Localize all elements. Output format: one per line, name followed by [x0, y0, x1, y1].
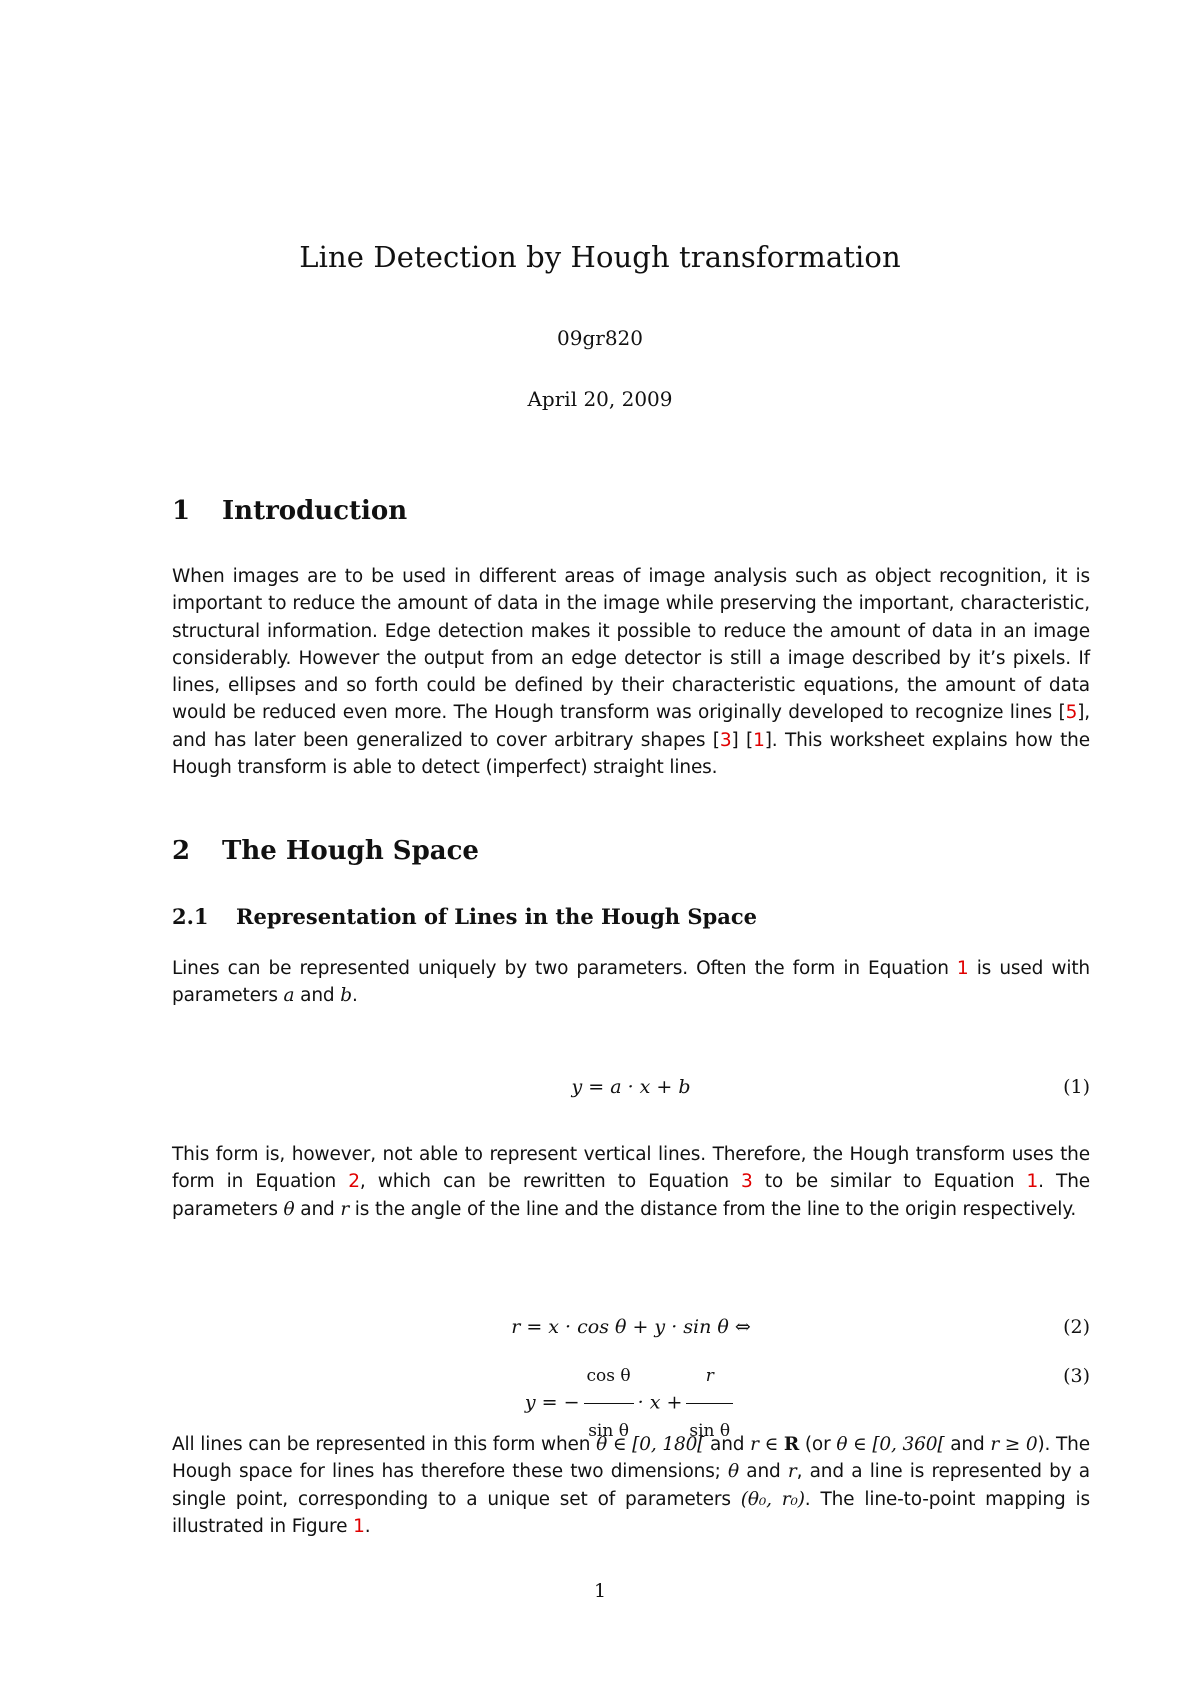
citation-link[interactable]: 1	[753, 729, 765, 751]
equation-mid: · x +	[637, 1391, 683, 1414]
text-run: All lines can be represented in this form when	[172, 1434, 597, 1455]
author: 09gr820	[557, 326, 643, 350]
equation-3	[172, 1350, 1090, 1441]
equation-2	[172, 1316, 1090, 1346]
text-run: and	[704, 1434, 751, 1455]
math-inline: r ≥ 0	[990, 1434, 1038, 1455]
text-run: This form is, however, not able to represent vertical lines. Therefore, the Hough transform uses the form in Equation	[172, 1144, 1090, 1193]
text-run: ] [	[731, 729, 754, 751]
date: April 20, 2009	[527, 387, 673, 411]
math-var: r	[787, 1461, 797, 1483]
math-var: r	[340, 1198, 350, 1220]
equation-1	[172, 1076, 1090, 1106]
equation-link[interactable]: 1	[956, 958, 969, 979]
fraction-numerator: r	[686, 1350, 733, 1404]
text-run: ], and has later been generalized to cover arbitrary shapes [	[172, 702, 1090, 751]
fraction-denominator: sin θ	[689, 1421, 731, 1441]
subsection-heading-representation	[172, 904, 1092, 929]
equation-tag: (1)	[1063, 1076, 1090, 1098]
text-run: . The line-to-point mapping is illustrated in Figure	[172, 1488, 1090, 1537]
fraction-denominator: sin θ	[588, 1421, 629, 1441]
subsection-title: Representation of Lines in the Hough Space	[236, 904, 757, 929]
hough-space-paragraph	[172, 1431, 1090, 1540]
text-run: .	[364, 1515, 371, 1537]
text-run: and	[739, 1461, 788, 1483]
text-run: Lines can be represented uniquely by two parameters. Often the form in Equation	[172, 958, 957, 979]
section-title: The Hough Space	[222, 836, 479, 866]
math-var: b	[340, 985, 352, 1007]
math-var: θ	[283, 1198, 295, 1220]
equation-tag: (3)	[1063, 1365, 1090, 1387]
math-inline: θ ∈ [0, 360[	[836, 1434, 945, 1455]
math-inline: r ∈	[750, 1434, 784, 1455]
text-run: ). The Hough space for lines has therefore these two dimensions;	[172, 1434, 1090, 1483]
text-run: (or	[799, 1434, 837, 1455]
math-var: θ	[728, 1461, 740, 1483]
text-run: When images are to be used in different areas of image analysis such as object recognition, it is important to reduce the amount of data in the image while preserving the important, characteristic, structural information. Edge detection makes it possible to reduce the amount of data in an image considerably. However the output from an edge detector is still a image described by it’s pixels. If lines, ellipses and so forth could be defined by their characteristic equations, the amount of data would be reduced even more. The Hough transform was originally developed to recognize lines [	[172, 566, 1090, 724]
section-heading-introduction	[172, 496, 1092, 526]
text-run: is the angle of the line and the distance from the line to the origin respectively.	[349, 1198, 1077, 1220]
section-heading-hough-space	[172, 836, 1092, 866]
math-inline: (θ₀, r₀)	[740, 1488, 805, 1510]
intro-paragraph	[172, 563, 1090, 781]
text-run: .	[351, 985, 358, 1007]
equation-link[interactable]: 3	[741, 1171, 753, 1193]
text-run: to be similar to Equation	[752, 1171, 1027, 1193]
lines-paragraph	[172, 955, 1090, 1010]
text-run: . The parameters	[172, 1171, 1090, 1220]
equation-link[interactable]: 2	[348, 1171, 360, 1193]
citation-link[interactable]: 5	[1065, 702, 1078, 724]
reals-symbol: R	[783, 1434, 800, 1455]
text-run: and	[294, 1198, 341, 1220]
text-run: and	[944, 1434, 991, 1455]
text-run: , and a line is represented by a single point, corresponding to a unique set of parameters	[172, 1461, 1090, 1510]
equation-tag: (2)	[1063, 1316, 1090, 1338]
math-inline: θ ∈ [0, 180[	[596, 1434, 705, 1455]
math-var: a	[283, 985, 295, 1007]
equation-link[interactable]: 1	[1026, 1171, 1039, 1193]
section-title: Introduction	[222, 496, 408, 526]
text-run: ]. This worksheet explains how the Hough transform is able to detect (imperfect) straight lines.	[172, 729, 1090, 779]
section-number: 1	[172, 496, 191, 526]
document-title: Line Detection by Hough transformation	[299, 240, 901, 274]
section-number: 2	[172, 836, 191, 866]
subsection-number: 2.1	[172, 904, 209, 929]
text-run: , which can be rewritten to Equation	[359, 1171, 742, 1193]
equation-lhs: y = −	[524, 1391, 580, 1414]
page-number: 1	[593, 1580, 607, 1602]
equation-body: y = a · x + b	[571, 1076, 691, 1098]
equation-body: r = x · cos θ + y · sin θ ⇔	[511, 1316, 751, 1338]
citation-link[interactable]: 3	[719, 729, 732, 751]
figure-link[interactable]: 1	[353, 1515, 365, 1537]
fraction-numerator: cos θ	[584, 1350, 634, 1404]
text-run: is used with parameters	[172, 958, 1090, 1007]
text-run: and	[294, 985, 341, 1007]
vertical-lines-paragraph	[172, 1141, 1090, 1223]
